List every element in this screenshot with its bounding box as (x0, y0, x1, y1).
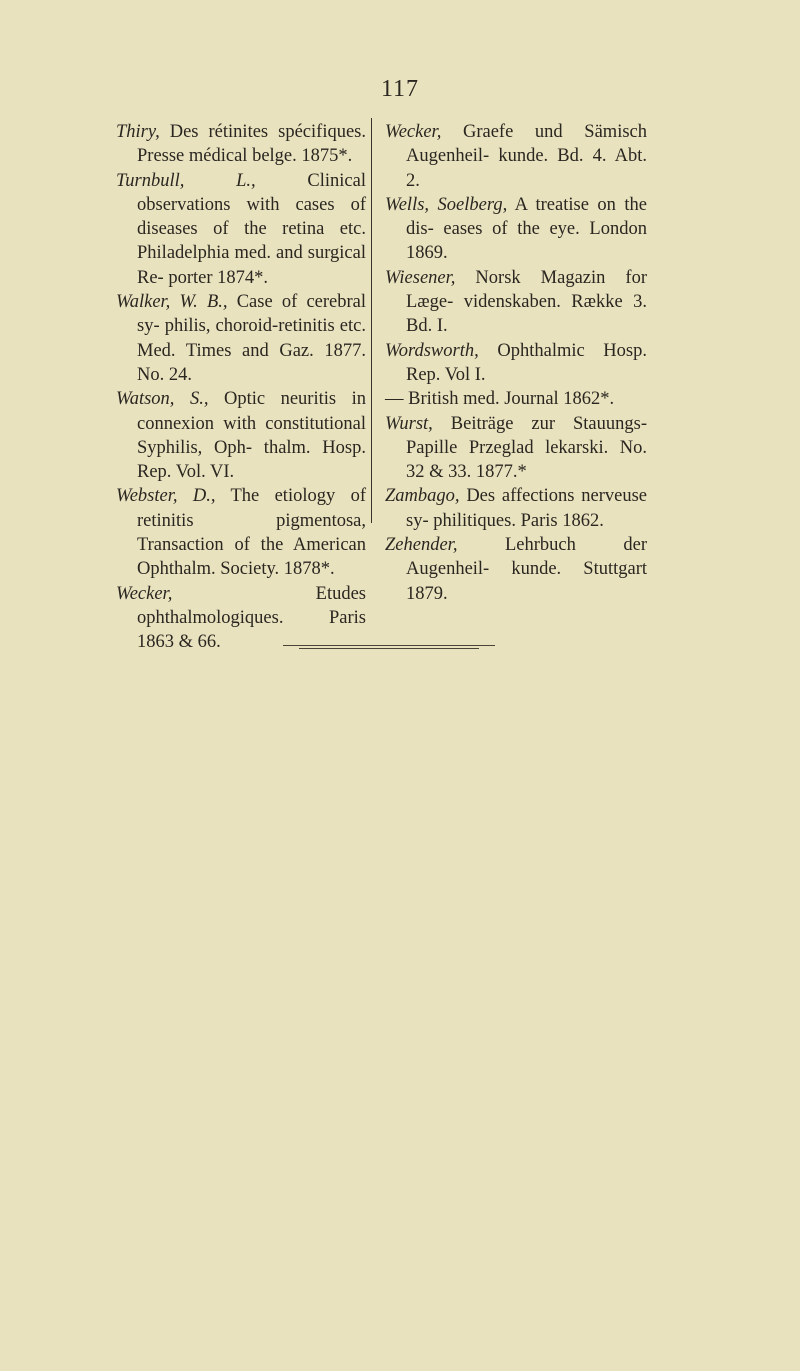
entry-text: Case of cerebral sy- philis, choroid-retinitis etc. Med. Times and Gaz. 1877. No. 24. (137, 292, 366, 385)
entry-author: Turnbull, L., (116, 170, 256, 191)
entry-author: Wecker, (385, 122, 442, 142)
bibliography-entry (116, 120, 366, 169)
bibliography-entry (116, 387, 366, 484)
column-divider (371, 118, 372, 523)
entry-text: Des affections nerveuse sy- philitiques. Paris 1862. (406, 486, 647, 531)
bibliography-entry (116, 169, 366, 290)
bibliography-entry (116, 290, 366, 387)
entry-author: Walker, W. B., (116, 292, 228, 313)
entry-text: — British med. Journal 1862*. (385, 389, 615, 410)
bibliography-entry (116, 484, 366, 581)
entry-text: Etudes ophthalmologiques. Paris 1863 & 66. (137, 583, 366, 653)
bibliography-entry (385, 120, 647, 193)
right-column (385, 120, 647, 606)
entry-text: Norsk Magazin for Læge- videnskaben. Række 3. Bd. I. (406, 267, 647, 337)
entry-text: Graefe und Sämisch Augenheil- kunde. Bd. 4. Abt. 2. (406, 122, 647, 191)
entry-author: Wurst, (385, 413, 433, 434)
entry-text: The etiology of retinitis pigmentosa, Transaction of the American Ophthalm. Society. 1878*. (137, 486, 366, 580)
entry-author: Wordsworth, (385, 340, 479, 361)
bibliography-entry (385, 484, 647, 533)
rule-line (283, 645, 495, 646)
bibliography-entry (385, 412, 647, 485)
entry-text: Des rétinites spécifiques. Presse médical belge. 1875*. (137, 122, 366, 167)
entry-author: Watson, S., (116, 389, 209, 410)
entry-author: Webster, D., (116, 486, 216, 507)
page-number: 117 (380, 76, 420, 102)
entry-author: Zambago, (385, 486, 460, 507)
entry-text: Ophthalmic Hosp. Rep. Vol I. (406, 340, 647, 385)
end-rule (283, 645, 495, 651)
entry-text: Clinical observations with cases of diseases of the retina etc. Philadelphia med. and surgical Re- porter 1874*. (137, 170, 366, 288)
bibliography-entry (116, 582, 366, 655)
rule-line (299, 648, 479, 649)
entry-author: Thiry, (116, 122, 160, 142)
entry-author: Zehender, (385, 535, 458, 556)
bibliography-entry (385, 339, 647, 388)
bibliography-entry (385, 533, 647, 606)
entry-author: Wells, Soelberg, (385, 194, 508, 215)
entry-text: Optic neuritis in connexion with constitutional Syphilis, Oph- thalm. Hosp. Rep. Vol. VI. (137, 389, 366, 483)
bibliography-entry (385, 266, 647, 339)
bibliography-entry (385, 193, 647, 266)
entry-author: Wecker, (116, 583, 173, 604)
left-column (116, 120, 366, 655)
bibliography-entry (385, 387, 647, 411)
entry-author: Wiesener, (385, 267, 456, 288)
entry-text: Lehrbuch der Augenheil- kunde. Stuttgart 1879. (406, 535, 647, 604)
entry-text: Beiträge zur Stauungs-Papille Przeglad lekarski. No. 32 & 33. 1877.* (406, 413, 647, 483)
entry-text: A treatise on the dis- eases of the eye. London 1869. (406, 194, 647, 264)
